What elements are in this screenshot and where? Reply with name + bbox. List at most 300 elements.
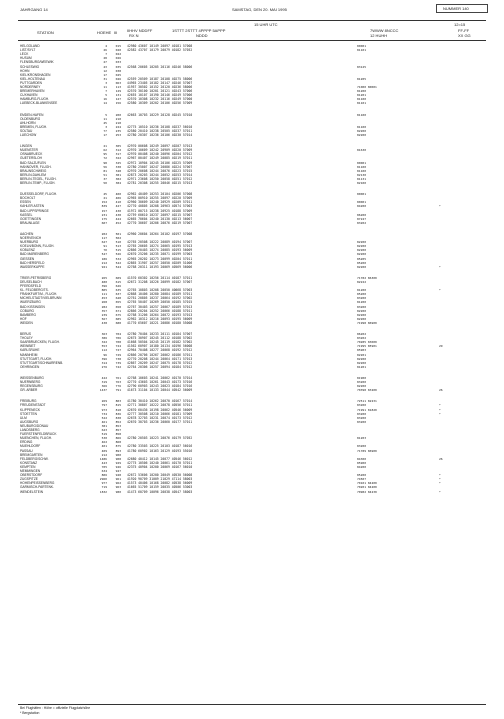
cell-national: 70982 84230 <box>357 489 377 494</box>
cell-iii: 776 <box>115 384 121 389</box>
cell-iii: 045 <box>115 72 121 77</box>
cell-national: 83200 <box>357 296 367 301</box>
cell-iii: 235 <box>115 128 121 133</box>
cell-hoehe: 231 <box>101 212 107 217</box>
cell-iii: 046 <box>115 76 121 81</box>
cell-iii: 305 <box>115 144 121 149</box>
cell-station: SCHLESWIG <box>20 64 40 69</box>
cell-code: 42767 30403 10257 20067 40189 57013 <box>127 304 193 309</box>
cell-station: PFERDSFELD <box>20 284 42 288</box>
cell-iii: 866 <box>115 436 121 441</box>
cell-iii: 708 <box>115 340 121 345</box>
cell-national: 81200 <box>357 300 367 305</box>
cell-code: 42765 10803 10208 20050 40068 57003 <box>127 288 193 293</box>
table-row <box>0 321 504 325</box>
cell-code: 42980 43607 10149 20097 40181 57008 <box>127 44 193 48</box>
cell-hoehe: 553 <box>101 344 107 349</box>
cell-station: WEIDEN <box>20 320 33 325</box>
cell-iii: 908 <box>115 456 121 461</box>
cell-mark: * <box>439 481 441 486</box>
cell-station: THOLEY <box>20 336 33 341</box>
cell-iii: 015 <box>115 44 121 48</box>
cell-iii: 430 <box>115 208 121 213</box>
cell-hoehe: 37 <box>103 176 107 181</box>
cell-hoehe: 17 <box>103 133 107 137</box>
cell-code: 44965 23405 10182 20147 40246 57007 <box>127 80 193 85</box>
cell-station: LANDSBERG <box>20 428 40 432</box>
cell-code: 41473 60709 10096 20038 40547 58003 <box>127 489 193 494</box>
cell-iii: 818 <box>115 407 121 412</box>
cell-iii: 739 <box>115 360 121 365</box>
cell-national: 71991 81820 <box>357 407 377 412</box>
cell-hoehe: 607 <box>101 220 107 225</box>
table-row <box>0 490 504 494</box>
cell-station: AACHEN <box>20 231 34 236</box>
cell-station: BAD SALZUFLEN <box>20 160 46 165</box>
col-code2-sub: NDDD <box>196 33 208 38</box>
cell-station: HOF <box>20 316 27 321</box>
cell-hoehe: 112 <box>101 348 107 353</box>
cell-national: 82200 <box>357 360 367 365</box>
cell-station: AUGSBURG <box>20 419 39 424</box>
cell-mark: * <box>439 407 441 412</box>
cell-national: 71000 80001 <box>357 85 377 89</box>
cell-national: 81100 <box>357 124 367 129</box>
cell-code: 42790 60903 10243 20023 40184 57016 <box>127 384 193 389</box>
cell-code: 42768 20311 10193 20069 40569 56006 <box>127 264 193 269</box>
cell-station: FREIBURG <box>20 399 37 404</box>
cell-hoehe: 7 <box>105 52 107 57</box>
cell-code: 42678 32703 10231 20074 40173 57012 <box>127 415 193 420</box>
col-code4: FF-FF <box>458 28 470 33</box>
cell-hoehe: 269 <box>101 399 107 404</box>
cell-hoehe: 3 <box>105 80 107 85</box>
cell-station: STOETTEN <box>20 411 37 416</box>
cell-national: 70201 84200 <box>357 485 377 490</box>
cell-station: FRANKFURT/M., FLUGH. <box>20 292 58 297</box>
cell-station: KLIPPENECK <box>20 407 41 412</box>
cell-hoehe: 202 <box>101 231 107 236</box>
cell-hoehe: 72 <box>103 156 107 161</box>
cell-code: 42971 23608 10250 20058 40251 57012 <box>127 176 193 181</box>
col-code3-sub: 12 HUHH <box>370 33 388 38</box>
cell-hoehe: 547 <box>101 252 107 257</box>
cell-hoehe: 921 <box>101 264 107 269</box>
cell-code: 42865 31907 10257 20050 40209 51006 <box>127 260 193 265</box>
cell-hoehe: 386 <box>101 336 107 341</box>
cell-station: FUERSTENFELDBRUCK <box>20 432 57 437</box>
cell-national: 82222 <box>357 279 367 284</box>
cell-code: 42866 20204 10252 20066 40188 57011 <box>127 308 193 313</box>
cell-hoehe: 51 <box>103 172 107 177</box>
cell-national: 81100 <box>357 97 367 102</box>
cell-iii: 868 <box>115 440 121 445</box>
cell-station: MUEHLDORF <box>20 444 41 449</box>
cell-iii: 384 <box>115 181 121 185</box>
cell-station: STUTTGART, FLUGH. <box>20 356 53 361</box>
cell-hoehe: 381 <box>101 423 107 428</box>
cell-code: 41562 60907 10180 20134 40196 56008 <box>127 344 193 349</box>
cell-national: 86202 <box>357 332 367 336</box>
cell-station: WENDELSTEIN <box>20 489 44 494</box>
cell-national: 85200 <box>357 260 367 265</box>
cell-iii: 510 <box>115 240 121 245</box>
cell-hoehe: 319 <box>101 380 107 384</box>
cell-iii: 724 <box>115 344 121 349</box>
cell-hoehe: 95 <box>103 152 107 157</box>
cell-code: 42375 40904 10200 20069 40167 56010 <box>127 464 193 469</box>
cell-hoehe: 623 <box>101 428 107 432</box>
cell-iii: 410 <box>115 200 121 205</box>
cell-code: 42867 20209 10247 20075 40178 57012 <box>127 360 193 365</box>
cell-iii: 648 <box>115 296 121 301</box>
cell-iii: 803 <box>115 399 121 404</box>
cell-code: 42962 40409 10253 20104 40206 57008 <box>127 192 193 197</box>
cell-station: REGENSBURG <box>20 384 43 389</box>
cell-iii: 685 <box>115 316 121 321</box>
cell-code: 42780 70404 10233 20111 40184 57007 <box>127 332 193 336</box>
cell-code: 41780 30410 10262 20070 40167 57014 <box>127 399 193 404</box>
cell-hoehe: 396 <box>101 284 107 288</box>
cell-station: OBERSTDORF <box>20 473 43 478</box>
cell-code: 42873 20203 10244 20052 40253 57014 <box>127 172 193 177</box>
cell-code: 42970 00408 10240 20096 40204 57012 <box>127 152 193 157</box>
cell-national: 83200 <box>357 403 367 408</box>
cell-national: 72511 82231 <box>357 399 377 404</box>
cell-station: BERLIN-DAHLEM <box>20 172 46 177</box>
volume-label: JAHRGANG 14 <box>20 7 48 12</box>
cell-hoehe: 363 <box>101 332 107 336</box>
cell-iii: 427 <box>115 204 121 209</box>
cell-national: 81201 <box>357 93 367 98</box>
cell-national: 81200 <box>357 89 367 94</box>
cell-station: GOETTINGEN <box>20 216 42 221</box>
cell-hoehe: 28 <box>103 56 107 61</box>
cell-code: 42670 25206 10235 20071 40199 57003 <box>127 252 193 257</box>
observation-time: 15 UHR UTC <box>254 22 278 27</box>
cell-station: BERLIN-TEGEL, FLUGH. <box>20 176 57 181</box>
cell-station: BRAUNSCHWEIG <box>20 168 47 173</box>
cell-station: KIEL-HOLTENAU <box>20 76 46 81</box>
cell-iii: 961 <box>115 477 121 482</box>
footnote-altitude: Bei Flughäfen : Höhe = offizielle Flugplatzhöhe <box>20 706 91 710</box>
cell-station: ERDING <box>20 440 33 445</box>
cell-station: DUESSELDORF, FLUGH. <box>20 192 58 197</box>
cell-iii: 738 <box>115 356 121 361</box>
cell-station: BAMBERG <box>20 312 36 317</box>
cell-hoehe: 157 <box>101 208 107 213</box>
cell-national: 80001 <box>357 200 367 205</box>
cell-code: 42770 43603 10261 20043 40173 57016 <box>127 380 193 384</box>
cell-hoehe: 3 <box>105 124 107 129</box>
cell-code: 42780 33503 10225 20103 40187 56016 <box>127 444 193 449</box>
cell-station: COBURG <box>20 308 34 313</box>
cell-station: BERUS <box>20 332 31 336</box>
cell-code: 42965 00910 10255 20097 40220 57009 <box>127 196 193 201</box>
cell-iii: 317 <box>115 152 121 157</box>
cell-code: 42675 30907 10245 20112 40188 57002 <box>127 336 193 341</box>
cell-iii: 338 <box>115 164 121 169</box>
cell-station: MANNHEIM <box>20 352 38 357</box>
cell-code: 42570 10308 10232 20116 40249 57000 <box>127 97 193 102</box>
table-row <box>0 365 504 369</box>
cell-station: OLDENBURG <box>20 116 41 121</box>
cell-mark: * <box>439 403 441 408</box>
cell-station: BAD HERSFELD <box>20 260 45 265</box>
cell-hoehe: 401 <box>101 444 107 449</box>
cell-station: WUERZBURG <box>20 300 41 305</box>
cell-station: FREUDENSTADT <box>20 403 46 408</box>
cell-code: 42672 53606 10200 20049 40530 56008 <box>127 473 193 478</box>
cell-iii: 515 <box>115 248 121 253</box>
cell-code: 41780 60902 10163 20129 40193 55016 <box>127 448 193 453</box>
cell-iii: 020 <box>115 48 121 53</box>
cell-hoehe: 175 <box>101 216 107 221</box>
cell-iii: 688 <box>115 320 121 325</box>
cell-iii: 704 <box>115 332 121 336</box>
cell-code: 41570 60302 10256 20114 40187 57011 <box>127 275 193 280</box>
cell-hoehe: 239 <box>101 312 107 317</box>
cell-code: 42670 30703 10236 20060 40177 57011 <box>127 419 193 424</box>
cell-hoehe: 1832 <box>99 489 107 494</box>
cell-station: AHLHORN <box>20 120 36 125</box>
cell-station: NUERNBERG <box>20 380 41 384</box>
cell-station: BOCHOLT <box>20 196 36 201</box>
cell-code: 42672 31208 10226 20099 40182 57007 <box>127 279 193 284</box>
cell-hoehe: 519 <box>101 432 107 437</box>
cell-iii: 857 <box>115 428 121 432</box>
cell-hoehe: 396 <box>101 356 107 361</box>
cell-iii: 900 <box>115 452 121 457</box>
cell-mark: 29 <box>439 344 443 349</box>
cell-station: MEMMINGEN <box>20 469 41 473</box>
cell-national: 71998 86900 <box>357 320 377 325</box>
cell-station: KIEL/KRONSHAGEN <box>20 72 51 77</box>
cell-hoehe: 462 <box>101 440 107 445</box>
cell-national: 82200 <box>357 240 367 245</box>
cell-national: 85200 <box>357 292 367 297</box>
cell-iii: 218 <box>115 120 121 125</box>
cell-code: 42970 20608 10244 20076 40223 57015 <box>127 168 193 173</box>
cell-code: 42960 30609 10240 20929 40209 57011 <box>127 200 193 205</box>
cell-national: 70285 83000 <box>357 340 377 345</box>
cell-hoehe: 522 <box>101 415 107 420</box>
cell-station: STUTTGART/SCHNARRENB. <box>20 360 64 365</box>
table-row <box>0 181 504 185</box>
cell-national: 82200 <box>357 244 367 249</box>
cell-iii: 381 <box>115 172 121 177</box>
cell-station: GUETERSLOH <box>20 156 42 161</box>
cell-iii: 348 <box>115 168 121 173</box>
cell-iii: 763 <box>115 380 121 384</box>
cell-hoehe: 276 <box>101 364 107 369</box>
cell-station: MUENSTER <box>20 148 38 153</box>
cell-hoehe: 705 <box>101 464 107 469</box>
cell-hoehe: 45 <box>103 192 107 197</box>
cell-station: KOBLENZ <box>20 248 35 253</box>
cell-station: HELGOLAND <box>20 44 40 48</box>
cell-hoehe: 805 <box>101 288 107 293</box>
cell-iii: 322 <box>115 156 121 161</box>
cell-code: 42582 43707 10179 20079 40182 57052 <box>127 48 193 53</box>
cell-code: 42775 10510 10236 20108 40237 56010 <box>127 124 193 129</box>
cell-national: 83125 <box>357 64 367 69</box>
cell-iii: 400 <box>115 192 121 197</box>
cell-station: MICHELSTADT/VIELBRUNN <box>20 296 62 301</box>
cell-hoehe: 797 <box>101 403 107 408</box>
cell-hoehe: 357 <box>101 308 107 313</box>
cell-code: 42960 20604 10264 20102 40197 57008 <box>127 231 193 236</box>
cell-hoehe: 70 <box>103 248 107 253</box>
cell-iii: 542 <box>115 260 121 265</box>
cell-hoehe: 21 <box>103 196 107 201</box>
cell-national: 83202 <box>357 220 367 225</box>
cell-hoehe: 461 <box>101 419 107 424</box>
cell-station: NOERVENICH <box>20 236 42 240</box>
cell-mark: * <box>439 264 441 269</box>
cell-station: BAD KISSINGEN <box>20 304 45 309</box>
cell-code: 42570 30100 10201 20121 40243 57006 <box>127 89 193 94</box>
cell-iii: 858 <box>115 432 121 437</box>
table-row <box>0 101 504 105</box>
cell-hoehe: 43 <box>103 64 107 69</box>
cell-station: SOLTAU <box>20 128 33 133</box>
cell-code: 42559 20509 10187 20108 40275 58006 <box>127 76 193 81</box>
cell-station: BRAUNLAGE <box>20 220 40 225</box>
cell-hoehe: 719 <box>101 485 107 490</box>
cell-station: HANNOVER, FLUGH. <box>20 164 52 169</box>
cell-national: 81100 <box>357 168 367 173</box>
cell-iii: 312 <box>115 148 121 153</box>
cell-hoehe: 5 <box>105 93 107 98</box>
cell-code: 42962 10312 10216 20093 40195 56009 <box>127 316 193 321</box>
cell-hoehe: 31 <box>103 76 107 81</box>
cell-iii: 063 <box>115 80 121 85</box>
cell-iii: 729 <box>115 352 121 357</box>
cell-iii: 501 <box>115 231 121 236</box>
cell-hoehe: 91 <box>103 244 107 249</box>
cell-iii: 406 <box>115 196 121 201</box>
cell-hoehe: 186 <box>101 256 107 261</box>
cell-station: SAARBRUECKEN, FLUGH. <box>20 340 60 345</box>
cell-mark: * <box>439 489 441 494</box>
cell-hoehe: 634 <box>101 469 107 473</box>
cell-code: 42765 20605 10274 20065 40195 57013 <box>127 244 193 249</box>
cell-hoehe: 27 <box>103 60 107 65</box>
table-row <box>0 133 504 137</box>
cell-station: GIESSEN <box>20 256 35 261</box>
cell-hoehe: 17 <box>103 72 107 77</box>
cell-station: LUEBECK-BLANKENSEE <box>20 101 58 106</box>
cell-iii: 038 <box>115 68 121 73</box>
col-code1: IIHHV NDDFF <box>127 28 153 33</box>
cell-station: FLENSBURG/WEEWIK <box>20 60 54 65</box>
cell-code: 42655 10107 10190 20146 40249 57006 <box>127 93 193 98</box>
cell-national: 81630 <box>357 148 367 153</box>
cell-station: HOHN <box>20 68 30 73</box>
cell-hoehe: 4 <box>105 44 107 48</box>
cell-hoehe: 314 <box>101 360 107 365</box>
col-code1-sub: RX N <box>129 33 139 38</box>
cell-national: 81200 <box>357 288 367 293</box>
cell-iii: 947 <box>115 469 121 473</box>
cell-national: 82100 <box>357 181 367 185</box>
cell-hoehe: 453 <box>101 296 107 301</box>
cell-station: ESSEN <box>20 200 31 205</box>
cell-hoehe: 11 <box>103 85 107 89</box>
cell-hoehe: 480 <box>101 279 107 284</box>
cell-national: 82200 <box>357 133 367 137</box>
cell-code: 42568 20605 10205 20116 40246 58006 <box>127 64 193 69</box>
cell-station: WEISSENBURG <box>20 375 44 380</box>
cell-hoehe: 98 <box>103 160 107 165</box>
report-date: SAMSTAG, DEN 20. MAI 1995 <box>232 7 287 12</box>
cell-national: 82200 <box>357 312 367 317</box>
cell-code: 42761 20805 10237 20064 40192 57002 <box>127 296 193 301</box>
cell-code: 42768 10603 10241 20062 40170 57014 <box>127 375 193 380</box>
cell-station: KONSTANZ <box>20 460 38 465</box>
cell-national: 74507 <box>357 477 367 482</box>
cell-code: 42680 40412 10145 20077 40546 56012 <box>127 456 193 461</box>
cell-station: TRIER-PETRISBERG <box>20 275 52 280</box>
cell-hoehe: 282 <box>101 304 107 309</box>
cell-station: NUERBURG <box>20 240 39 245</box>
cell-iii: 635 <box>115 288 121 293</box>
cell-hoehe: 212 <box>101 452 107 457</box>
cell-iii: 675 <box>115 312 121 317</box>
cell-mark: * <box>439 204 441 209</box>
cell-code: 42771 30807 10222 20078 40556 57011 <box>127 403 193 408</box>
cell-hoehe: 322 <box>101 340 107 345</box>
cell-station: KL. FELDBERG/TS. <box>20 288 49 293</box>
cell-iii: 033 <box>115 60 121 65</box>
cell-iii: 609 <box>115 275 121 280</box>
cell-code: 42780 20503 10223 20076 40179 57052 <box>127 436 193 441</box>
cell-mark: * <box>439 411 441 416</box>
cell-code: 42970 10609 10242 20909 40220 57009 <box>127 148 193 153</box>
cell-code: 41920 90709 31009 21029 47114 58003 <box>127 477 193 482</box>
cell-hoehe: 734 <box>101 411 107 416</box>
cell-hoehe: 422 <box>101 375 107 380</box>
cell-national: 82200 <box>357 264 367 269</box>
cell-hoehe: 5 <box>105 112 107 117</box>
cell-national: 81100 <box>357 164 367 169</box>
cell-iii: 147 <box>115 97 121 102</box>
cell-national: 82200 <box>357 384 367 389</box>
cell-station: OSNABRUECK <box>20 152 43 157</box>
cell-iii: 893 <box>115 448 121 453</box>
cell-iii: 791 <box>115 388 121 393</box>
cell-code: 42580 10309 10202 20106 40256 57009 <box>127 101 193 106</box>
cell-station: WEINBIET <box>20 344 36 349</box>
cell-iii: 325 <box>115 160 121 165</box>
cell-hoehe: 152 <box>101 200 107 205</box>
cell-station: KAHLER ASTEN <box>20 204 45 209</box>
cell-station: GARMISCH-PARTENK. <box>20 485 54 490</box>
page-number: NUMMER 140 <box>443 6 469 11</box>
cell-iii: 727 <box>115 348 121 353</box>
cell-national: 83200 <box>357 419 367 424</box>
cell-hoehe: 2960 <box>99 477 107 482</box>
cell-station: PASSAU <box>20 448 33 453</box>
cell-iii: 200 <box>115 112 121 117</box>
cell-iii: 875 <box>115 444 121 449</box>
cell-hoehe: 50 <box>103 181 107 185</box>
cell-iii: 502 <box>115 236 121 240</box>
cell-station: LECK <box>20 52 29 57</box>
cell-iii: 438 <box>115 212 121 217</box>
cell-station: LUECHOW <box>20 133 37 137</box>
